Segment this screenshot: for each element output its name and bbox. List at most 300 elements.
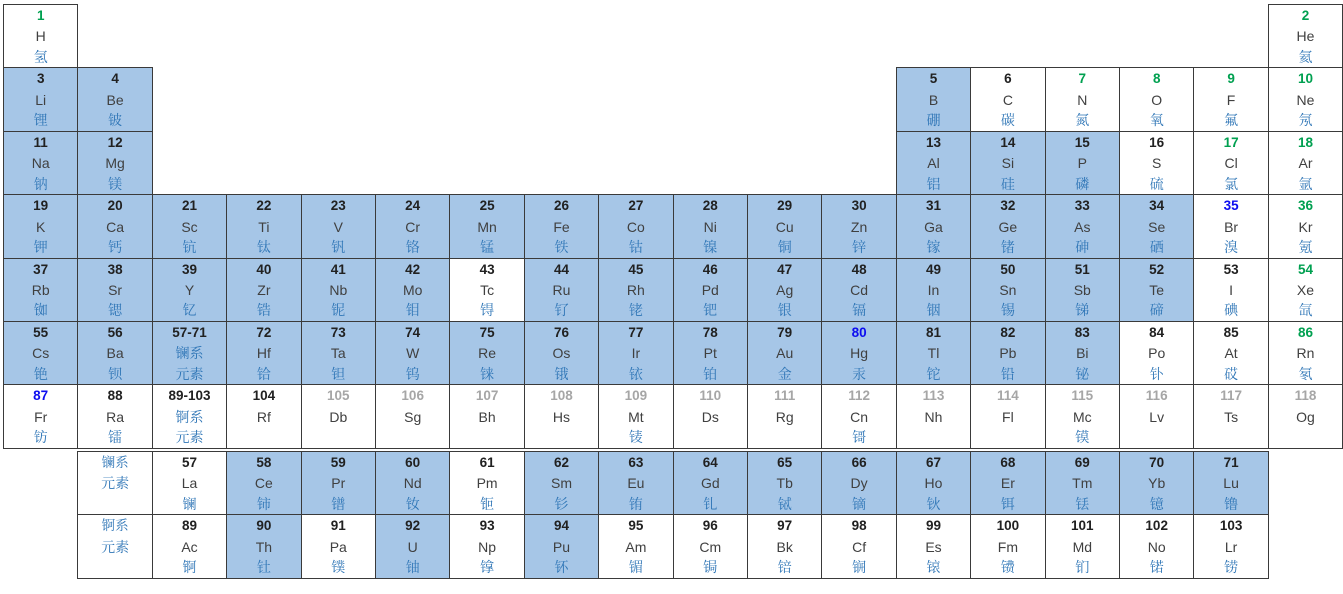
- element-name-zh: 钚: [554, 558, 569, 575]
- element-cell-Og: [1268, 384, 1343, 448]
- element-name-zh: 砷: [1075, 238, 1090, 255]
- element-symbol: Pr: [331, 475, 346, 492]
- element-symbol: Ds: [701, 408, 719, 425]
- atomic-number: 89-103: [168, 388, 211, 404]
- atomic-number: 34: [1149, 198, 1165, 214]
- element-cell-P: [1045, 131, 1120, 195]
- atomic-number: 26: [553, 198, 569, 214]
- atomic-number: 52: [1149, 261, 1165, 277]
- element-symbol: Th: [255, 538, 273, 555]
- element-symbol: P: [1077, 155, 1087, 172]
- atomic-number: 8: [1152, 71, 1161, 87]
- element-symbol: Bh: [478, 408, 496, 425]
- atomic-number: 101: [1071, 518, 1094, 534]
- atomic-number: 44: [553, 261, 569, 277]
- element-name-zh: 锝: [480, 302, 495, 319]
- element-name-zh: 铟: [926, 302, 941, 319]
- element-cell-Bk: [747, 514, 822, 578]
- atomic-number: 锕系: [101, 518, 129, 534]
- element-symbol: Ti: [258, 218, 270, 235]
- element-symbol: Pd: [701, 281, 719, 298]
- element-name-zh: 硅: [1000, 175, 1015, 192]
- element-name-zh: 铒: [1000, 495, 1015, 512]
- element-cell-As: [1045, 194, 1120, 258]
- atomic-number: 85: [1223, 325, 1239, 340]
- element-cell-Al: [896, 131, 971, 195]
- element-name-zh: 铽: [777, 495, 792, 512]
- element-cell-Nh: [896, 384, 971, 448]
- element-symbol: Xe: [1296, 281, 1315, 298]
- element-symbol: 元素: [101, 538, 130, 555]
- element-symbol: Re: [478, 345, 497, 362]
- atomic-number: 39: [181, 261, 197, 277]
- atomic-number: 74: [405, 325, 421, 340]
- element-symbol: Y: [184, 281, 195, 298]
- element-cell-Th: [226, 514, 301, 578]
- element-cell-series-label: [77, 451, 152, 515]
- element-symbol: K: [36, 218, 46, 235]
- atomic-number: 99: [925, 518, 941, 534]
- element-symbol: Mg: [105, 155, 125, 172]
- element-symbol: Tb: [776, 475, 793, 492]
- atomic-number: 30: [851, 198, 867, 214]
- atomic-number: 84: [1149, 325, 1165, 340]
- element-cell-Bi: [1045, 321, 1120, 385]
- element-symbol: Rb: [31, 281, 50, 298]
- atomic-number: 72: [256, 325, 272, 340]
- element-symbol: Zr: [257, 281, 271, 298]
- element-symbol: Nd: [403, 475, 422, 492]
- element-cell-He: [1268, 4, 1343, 68]
- atomic-number: 40: [256, 261, 272, 277]
- element-symbol: Cl: [1224, 155, 1238, 172]
- element-cell-Sm: [524, 451, 599, 515]
- element-name-zh: 铂: [703, 365, 718, 382]
- element-name-zh: 镭: [108, 429, 123, 446]
- atomic-number: 15: [1074, 134, 1090, 150]
- element-name-zh: 镅: [628, 558, 643, 575]
- element-cell-Mn: [449, 194, 524, 258]
- element-name-zh: 铷: [33, 302, 48, 319]
- element-symbol: F: [1226, 91, 1236, 108]
- element-cell-Br: [1193, 194, 1268, 258]
- element-name-zh: 镁: [108, 175, 123, 192]
- element-symbol: He: [1296, 28, 1315, 45]
- element-cell-Au: [747, 321, 822, 385]
- element-cell-Nb: [301, 258, 376, 322]
- atomic-number: 83: [1074, 325, 1090, 340]
- element-symbol: At: [1224, 345, 1238, 362]
- element-cell-Cm: [673, 514, 748, 578]
- element-symbol: Es: [925, 538, 942, 555]
- atomic-number: 24: [405, 198, 421, 214]
- element-name-zh: 硒: [1149, 238, 1164, 255]
- element-cell-U: [375, 514, 450, 578]
- element-symbol: Mo: [402, 281, 423, 298]
- element-cell-Sc: [152, 194, 227, 258]
- element-symbol: C: [1002, 91, 1013, 108]
- atomic-number: 113: [922, 388, 945, 404]
- element-cell-S: [1119, 131, 1194, 195]
- element-cell-Cf: [821, 514, 896, 578]
- element-cell-Ho: [896, 451, 971, 515]
- atomic-number: 1: [36, 8, 45, 23]
- atomic-number: 69: [1074, 454, 1090, 470]
- element-name-zh: 锌: [852, 238, 867, 255]
- element-name-zh: 钙: [108, 238, 123, 255]
- element-cell-Si: [970, 131, 1045, 195]
- atomic-number: 10: [1297, 71, 1313, 87]
- element-cell-Sg: [375, 384, 450, 448]
- element-cell-Hg: [821, 321, 896, 385]
- element-name-zh: 钯: [703, 302, 718, 319]
- element-cell-Ge: [970, 194, 1045, 258]
- element-cell-Fr: [3, 384, 78, 448]
- element-cell-Ra: [77, 384, 152, 448]
- atomic-number: 59: [330, 454, 346, 470]
- element-name-zh: 锑: [1075, 302, 1090, 319]
- element-name-zh: 锡: [1000, 302, 1015, 319]
- atomic-number: 54: [1297, 261, 1313, 277]
- atomic-number: 111: [774, 388, 796, 404]
- element-name-zh: 锎: [852, 558, 867, 575]
- element-cell-Er: [970, 451, 1045, 515]
- element-symbol: Cr: [405, 218, 421, 235]
- element-cell-Pr: [301, 451, 376, 515]
- atomic-number: 87: [33, 388, 49, 404]
- element-symbol: Tl: [927, 345, 940, 362]
- atomic-number: 4: [111, 71, 119, 87]
- element-symbol: V: [333, 218, 343, 235]
- element-symbol: Am: [625, 538, 647, 555]
- element-name-zh: 钼: [405, 302, 420, 319]
- element-cell-Ca: [77, 194, 152, 258]
- element-symbol: La: [181, 475, 198, 492]
- element-cell-Mo: [375, 258, 450, 322]
- element-cell-Dy: [821, 451, 896, 515]
- element-cell-Pd: [673, 258, 748, 322]
- element-name-zh: 镱: [1149, 495, 1164, 512]
- element-name-zh: 鿔: [852, 429, 867, 446]
- atomic-number: 109: [624, 388, 648, 404]
- element-symbol: O: [1151, 91, 1163, 108]
- element-cell-Kr: [1268, 194, 1343, 258]
- atomic-number: 12: [107, 134, 123, 150]
- element-name-zh: 锔: [703, 558, 718, 575]
- element-name-zh: 铥: [1075, 495, 1090, 512]
- element-name-zh: 元素: [175, 365, 204, 382]
- element-cell-Mc: [1045, 384, 1120, 448]
- atomic-number: 49: [925, 261, 941, 277]
- element-symbol: Sg: [404, 408, 422, 425]
- atomic-number: 56: [107, 325, 123, 340]
- atomic-number: 116: [1145, 388, 1168, 404]
- element-name-zh: 镍: [703, 238, 718, 255]
- element-name-zh: 镝: [852, 495, 867, 512]
- atomic-number: 98: [851, 518, 867, 534]
- element-symbol: Ra: [106, 408, 125, 425]
- atomic-number: 35: [1223, 198, 1239, 214]
- atomic-number: 3: [36, 71, 45, 87]
- element-symbol: Ge: [998, 218, 1018, 235]
- atomic-number: 76: [553, 325, 569, 340]
- element-cell-Rh: [598, 258, 673, 322]
- atomic-number: 28: [702, 198, 718, 214]
- element-symbol: Rh: [626, 281, 645, 298]
- element-symbol: Lv: [1149, 408, 1165, 425]
- element-name-zh: 钋: [1149, 365, 1164, 382]
- element-symbol: No: [1147, 538, 1166, 555]
- atomic-number: 29: [777, 198, 793, 214]
- element-symbol: Ba: [106, 345, 124, 362]
- element-name-zh: 氖: [1298, 112, 1313, 129]
- element-cell-Be: [77, 67, 152, 131]
- element-name-zh: 氦: [1298, 48, 1313, 65]
- element-name-zh: 铱: [628, 365, 643, 382]
- element-symbol: Gd: [700, 475, 720, 492]
- element-name-zh: 氩: [1298, 175, 1313, 192]
- element-cell-Ds: [673, 384, 748, 448]
- element-name-zh: 铼: [480, 365, 495, 382]
- element-name-zh: 银: [777, 302, 792, 319]
- element-name-zh: 钔: [1075, 558, 1090, 575]
- atomic-number: 106: [401, 388, 424, 404]
- element-name-zh: 锂: [33, 112, 48, 129]
- element-cell-At: [1193, 321, 1268, 385]
- element-symbol: Sc: [181, 218, 198, 235]
- atomic-number: 57-71: [172, 325, 207, 340]
- atomic-number: 7: [1078, 71, 1087, 87]
- element-name-zh: 汞: [852, 365, 867, 382]
- element-name-zh: 铬: [405, 238, 420, 255]
- atomic-number: 22: [256, 198, 272, 214]
- atomic-number: 100: [996, 518, 1020, 534]
- element-cell-Cl: [1193, 131, 1268, 195]
- atomic-number: 42: [405, 261, 421, 277]
- element-symbol: Rn: [1296, 345, 1315, 362]
- element-cell-Ga: [896, 194, 971, 258]
- element-cell-F: [1193, 67, 1268, 131]
- atomic-number: 67: [925, 454, 941, 470]
- atomic-number: 90: [256, 518, 272, 534]
- element-name-zh: 铈: [256, 495, 271, 512]
- element-symbol: Fm: [997, 538, 1018, 555]
- element-symbol: Ca: [106, 218, 125, 235]
- atomic-number: 51: [1074, 261, 1090, 277]
- element-cell-Eu: [598, 451, 673, 515]
- element-symbol: Fr: [34, 408, 48, 425]
- atomic-number: 47: [777, 261, 793, 277]
- element-name-zh: 氢: [33, 48, 48, 65]
- element-name-zh: 碳: [1000, 112, 1015, 129]
- element-name-zh: 铌: [331, 302, 346, 319]
- element-cell-Na: [3, 131, 78, 195]
- element-cell-Es: [896, 514, 971, 578]
- atomic-number: 32: [1000, 198, 1016, 214]
- element-cell-Mg: [77, 131, 152, 195]
- atomic-number: 94: [553, 518, 569, 534]
- element-cell-Rn: [1268, 321, 1343, 385]
- element-symbol: Hs: [552, 408, 571, 425]
- element-symbol: Mc: [1072, 408, 1092, 425]
- element-symbol: Mt: [628, 408, 644, 425]
- element-name-zh: 锕: [182, 558, 197, 575]
- element-cell-Bh: [449, 384, 524, 448]
- element-cell-Fl: [970, 384, 1045, 448]
- element-name-zh: 锫: [777, 558, 792, 575]
- element-name-zh: 镉: [852, 302, 867, 319]
- element-name-zh: 镓: [926, 238, 941, 255]
- element-cell-Y: [152, 258, 227, 322]
- element-symbol: Cn: [850, 408, 869, 425]
- element-name-zh: 铝: [926, 175, 941, 192]
- element-cell-Zr: [226, 258, 301, 322]
- element-symbol: Rf: [256, 408, 271, 425]
- element-name-zh: 铑: [628, 302, 643, 319]
- element-symbol: Al: [927, 155, 940, 172]
- element-symbol: Sr: [108, 281, 123, 298]
- element-cell-Cs: [3, 321, 78, 385]
- element-symbol: Nh: [924, 408, 943, 425]
- element-name-zh: 氧: [1149, 112, 1164, 129]
- element-cell-Po: [1119, 321, 1194, 385]
- element-cell-Ag: [747, 258, 822, 322]
- element-symbol: Ag: [776, 281, 794, 298]
- element-name-zh: 锗: [1000, 238, 1015, 255]
- element-symbol: Yb: [1148, 475, 1166, 492]
- element-symbol: Pt: [703, 345, 717, 362]
- element-cell-Cn: [821, 384, 896, 448]
- element-name-zh: 锇: [554, 365, 569, 382]
- element-name-zh: 钠: [33, 175, 48, 192]
- element-symbol: Ts: [1224, 408, 1239, 425]
- element-symbol: Rg: [775, 408, 794, 425]
- element-name-zh: 铍: [108, 112, 123, 129]
- element-cell-Ru: [524, 258, 599, 322]
- element-cell-Gd: [673, 451, 748, 515]
- element-symbol: Sb: [1073, 281, 1091, 298]
- element-name-zh: 铅: [1000, 365, 1015, 382]
- atomic-number: 107: [475, 388, 499, 404]
- element-cell-Zn: [821, 194, 896, 258]
- element-cell-Li: [3, 67, 78, 131]
- element-name-zh: 钍: [256, 558, 271, 575]
- atomic-number: 82: [1000, 325, 1016, 340]
- element-name-zh: 钌: [554, 302, 569, 319]
- element-symbol: Te: [1149, 281, 1165, 298]
- element-cell-No: [1119, 514, 1194, 578]
- element-cell-Ac: [152, 514, 227, 578]
- element-symbol: Hf: [256, 345, 271, 362]
- element-name-zh: 碲: [1149, 302, 1164, 319]
- atomic-number: 75: [479, 325, 495, 340]
- element-name-zh: 铕: [628, 495, 643, 512]
- element-cell-O: [1119, 67, 1194, 131]
- element-symbol: Mn: [477, 218, 497, 235]
- element-name-zh: 氪: [1298, 238, 1313, 255]
- element-symbol: Cm: [699, 538, 722, 555]
- element-name-zh: 铯: [33, 365, 48, 382]
- element-cell-Md: [1045, 514, 1120, 578]
- atomic-number: 57: [181, 454, 197, 470]
- element-cell-Ce: [226, 451, 301, 515]
- element-name-zh: 硫: [1149, 175, 1164, 192]
- element-symbol: Db: [329, 408, 348, 425]
- element-symbol: Zn: [850, 218, 868, 235]
- element-cell-Pa: [301, 514, 376, 578]
- element-symbol: Ga: [924, 218, 943, 235]
- atomic-number: 33: [1074, 198, 1090, 214]
- element-symbol: 元素: [101, 475, 130, 492]
- element-cell-Fe: [524, 194, 599, 258]
- atomic-number: 45: [628, 261, 644, 277]
- atomic-number: 63: [628, 454, 644, 470]
- element-name-zh: 锆: [256, 302, 271, 319]
- element-name-zh: 铋: [1075, 365, 1090, 382]
- atomic-number: 117: [1220, 388, 1242, 404]
- element-symbol: Ru: [552, 281, 571, 298]
- element-symbol: Br: [1224, 218, 1239, 235]
- element-name-zh: 锿: [926, 558, 941, 575]
- element-cell-Ba: [77, 321, 152, 385]
- element-cell-Db: [301, 384, 376, 448]
- element-name-zh: 锰: [480, 238, 495, 255]
- element-symbol: 镧系: [175, 345, 204, 362]
- atomic-number: 2: [1301, 8, 1310, 23]
- element-name-zh: 镨: [331, 495, 346, 512]
- element-cell-Nd: [375, 451, 450, 515]
- atomic-number: 50: [1000, 261, 1016, 277]
- element-name-zh: 氙: [1298, 302, 1313, 319]
- atomic-number: 105: [327, 388, 350, 404]
- element-symbol: Cu: [775, 218, 794, 235]
- element-cell-Rg: [747, 384, 822, 448]
- atomic-number: 36: [1297, 198, 1313, 214]
- atomic-number: 81: [925, 325, 941, 340]
- atomic-number: 21: [181, 198, 197, 214]
- atomic-number: 18: [1297, 134, 1313, 150]
- element-name-zh: 铜: [777, 238, 792, 255]
- element-cell-Co: [598, 194, 673, 258]
- element-name-zh: 氟: [1224, 112, 1239, 129]
- element-name-zh: 钪: [182, 238, 197, 255]
- element-name-zh: 氮: [1075, 112, 1090, 129]
- element-symbol: As: [1074, 218, 1091, 235]
- element-name-zh: 钫: [33, 429, 48, 446]
- atomic-number: 55: [33, 325, 49, 340]
- element-cell-Sn: [970, 258, 1045, 322]
- element-cell-Ni: [673, 194, 748, 258]
- atomic-number: 58: [256, 454, 272, 470]
- atomic-number: 65: [777, 454, 793, 470]
- element-cell-Sb: [1045, 258, 1120, 322]
- element-name-zh: 镧: [182, 495, 197, 512]
- element-cell-Lv: [1119, 384, 1194, 448]
- element-name-zh: 钕: [405, 495, 420, 512]
- element-symbol: Li: [35, 91, 47, 108]
- element-cell-Cd: [821, 258, 896, 322]
- element-cell-N: [1045, 67, 1120, 131]
- element-cell-H: [3, 4, 78, 68]
- element-symbol: Bk: [776, 538, 793, 555]
- element-symbol: Cd: [850, 281, 869, 298]
- element-name-zh: 铪: [256, 365, 271, 382]
- atomic-number: 102: [1145, 518, 1168, 534]
- element-name-zh: 镤: [331, 558, 346, 575]
- element-cell-Lu: [1193, 451, 1268, 515]
- element-name-zh: 钽: [331, 365, 346, 382]
- element-symbol: Pm: [476, 475, 498, 492]
